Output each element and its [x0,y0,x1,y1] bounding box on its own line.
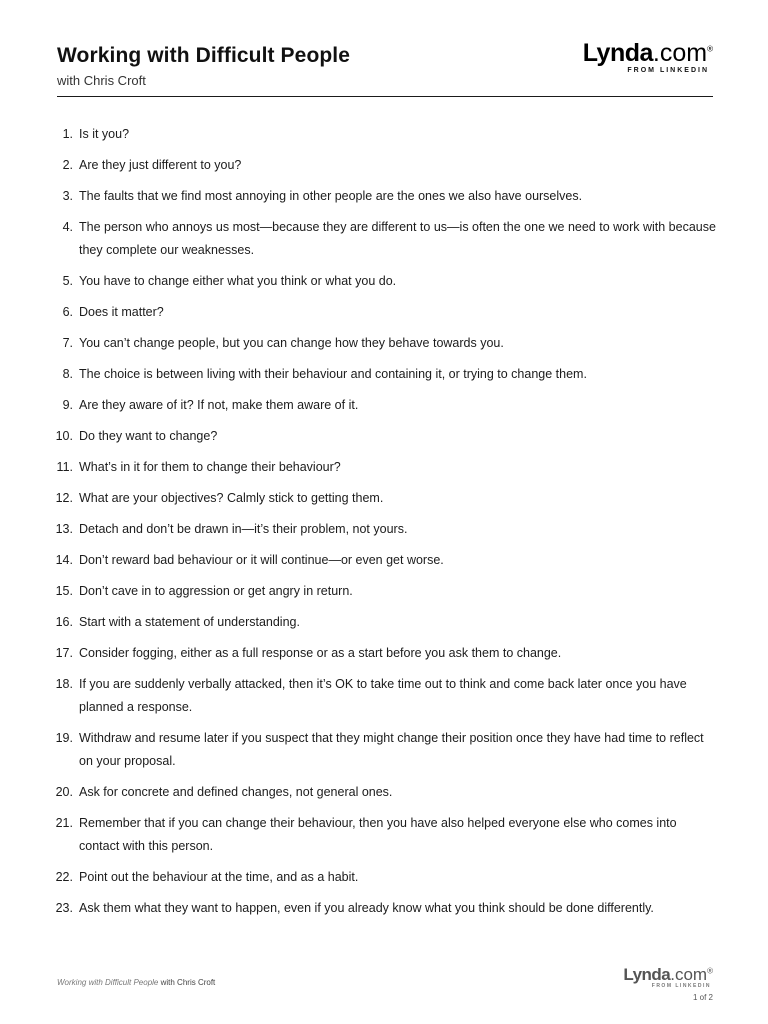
list-item [57,154,717,177]
list-item-text: Ask for concrete and defined changes, not general ones. [79,785,393,799]
list-item [57,812,717,858]
logo-registered-mark: ® [707,44,713,54]
list-item [57,456,717,479]
list-item-text: The choice is between living with their behaviour and containing it, or trying to change them. [79,367,587,381]
list-item-text: Don’t reward bad behaviour or it will continue—or even get worse. [79,553,444,567]
list-item-number: 23. [55,901,73,915]
list-item-number: 6. [62,305,73,319]
footer-logo-wordmark-bold: Lynda [623,965,671,984]
list-item-text: The faults that we find most annoying in other people are the ones we also have ourselves. [79,189,583,203]
list-item [57,611,717,634]
list-item [57,897,717,920]
list-item [57,518,717,541]
list-item [57,425,717,448]
list-item-text: Is it you? [79,127,130,141]
list-item-number: 16. [55,615,73,629]
list-item-text: Withdraw and resume later if you suspect that they might change their position once they have had time to reflect on your proposal. [79,731,704,768]
list-item-number: 7. [62,336,73,350]
document-subtitle: with Chris Croft [57,73,146,88]
list-item [57,866,717,889]
list-item-number: 2. [62,158,73,172]
footer-course-title [57,978,215,987]
list-item [57,216,717,262]
list-item-number: 20. [55,785,73,799]
list-item-number: 22. [55,870,73,884]
list-item [57,332,717,355]
list-item [57,727,717,773]
list-item-number: 5. [62,274,73,288]
list-item-text: Remember that if you can change their behaviour, then you have also helped everyone else who comes into contact with this person. [79,816,677,853]
list-item-number: 17. [55,646,73,660]
list-item-text: You can’t change people, but you can change how they behave towards you. [79,336,504,350]
list-item-number: 8. [62,367,73,381]
list-item [57,487,717,510]
list-item-text: Do they want to change? [79,429,218,443]
logo-wordmark-light: .com [652,39,708,67]
list-item-text: Are they just different to you? [79,158,242,172]
list-item-number: 14. [55,553,73,567]
document-title: Working with Difficult People [57,44,351,67]
list-item-text: Are they aware of it? If not, make them aware of it. [79,398,359,412]
list-item-number: 10. [55,429,73,443]
list-item-number: 21. [55,816,73,830]
list-item [57,301,717,324]
list-item-text: What’s in it for them to change their behaviour? [79,460,341,474]
footer-logo-tagline: FROM LINKEDIN [651,983,711,989]
list-item-text: Does it matter? [79,305,164,319]
list-item-text: The person who annoys us most—because they are different to us—is often the one we need to work with because they complete our weaknesses. [79,220,716,257]
logo-wordmark [583,41,713,66]
page-header [57,39,713,97]
list-item-text: What are your objectives? Calmly stick to getting them. [79,491,384,505]
page-number: 1 of 2 [692,993,713,1002]
list-item-number: 9. [62,398,73,412]
footer-course-name: Working with Difficult People [57,978,159,987]
footer-lynda-logo [623,966,713,989]
list-item-number: 1. [62,127,73,141]
footer-logo-wordmark [623,966,713,983]
footer-author: with Chris Croft [158,978,216,987]
list-item [57,394,717,417]
list-item-text: If you are suddenly verbally attacked, then it’s OK to take time out to think and come back later once you have planned a response. [79,677,687,714]
list-item-number: 19. [55,731,73,745]
list-item-number: 18. [55,677,73,691]
list-item-number: 13. [55,522,73,536]
list-item-text: Don’t cave in to aggression or get angry in return. [79,584,353,598]
logo-wordmark-bold: Lynda [582,39,653,67]
list-item [57,185,717,208]
list-item [57,580,717,603]
list-item [57,270,717,293]
list-item [57,123,717,146]
list-item-number: 3. [62,189,73,203]
list-item [57,363,717,386]
list-item-text: Start with a statement of understanding. [79,615,300,629]
list-item-text: Detach and don’t be drawn in—it’s their problem, not yours. [79,522,408,536]
list-item [57,781,717,804]
footer-logo-wordmark-light: .com [670,965,708,984]
list-item-text: Point out the behaviour at the time, and as a habit. [79,870,359,884]
list-item [57,549,717,572]
list-item-number: 15. [55,584,73,598]
list-item [57,642,717,665]
logo-tagline: FROM LINKEDIN [627,67,709,74]
list-item-number: 11. [56,460,73,474]
tips-list [57,123,717,928]
list-item [57,673,717,719]
footer-logo-registered-mark: ® [707,966,713,976]
list-item-text: Ask them what they want to happen, even if you already know what you think should be done differently. [79,901,654,915]
list-item-number: 4. [62,220,73,234]
lynda-logo [583,41,713,74]
list-item-number: 12. [55,491,73,505]
list-item-text: Consider fogging, either as a full response or as a start before you ask them to change. [79,646,562,660]
list-item-text: You have to change either what you think or what you do. [79,274,397,288]
